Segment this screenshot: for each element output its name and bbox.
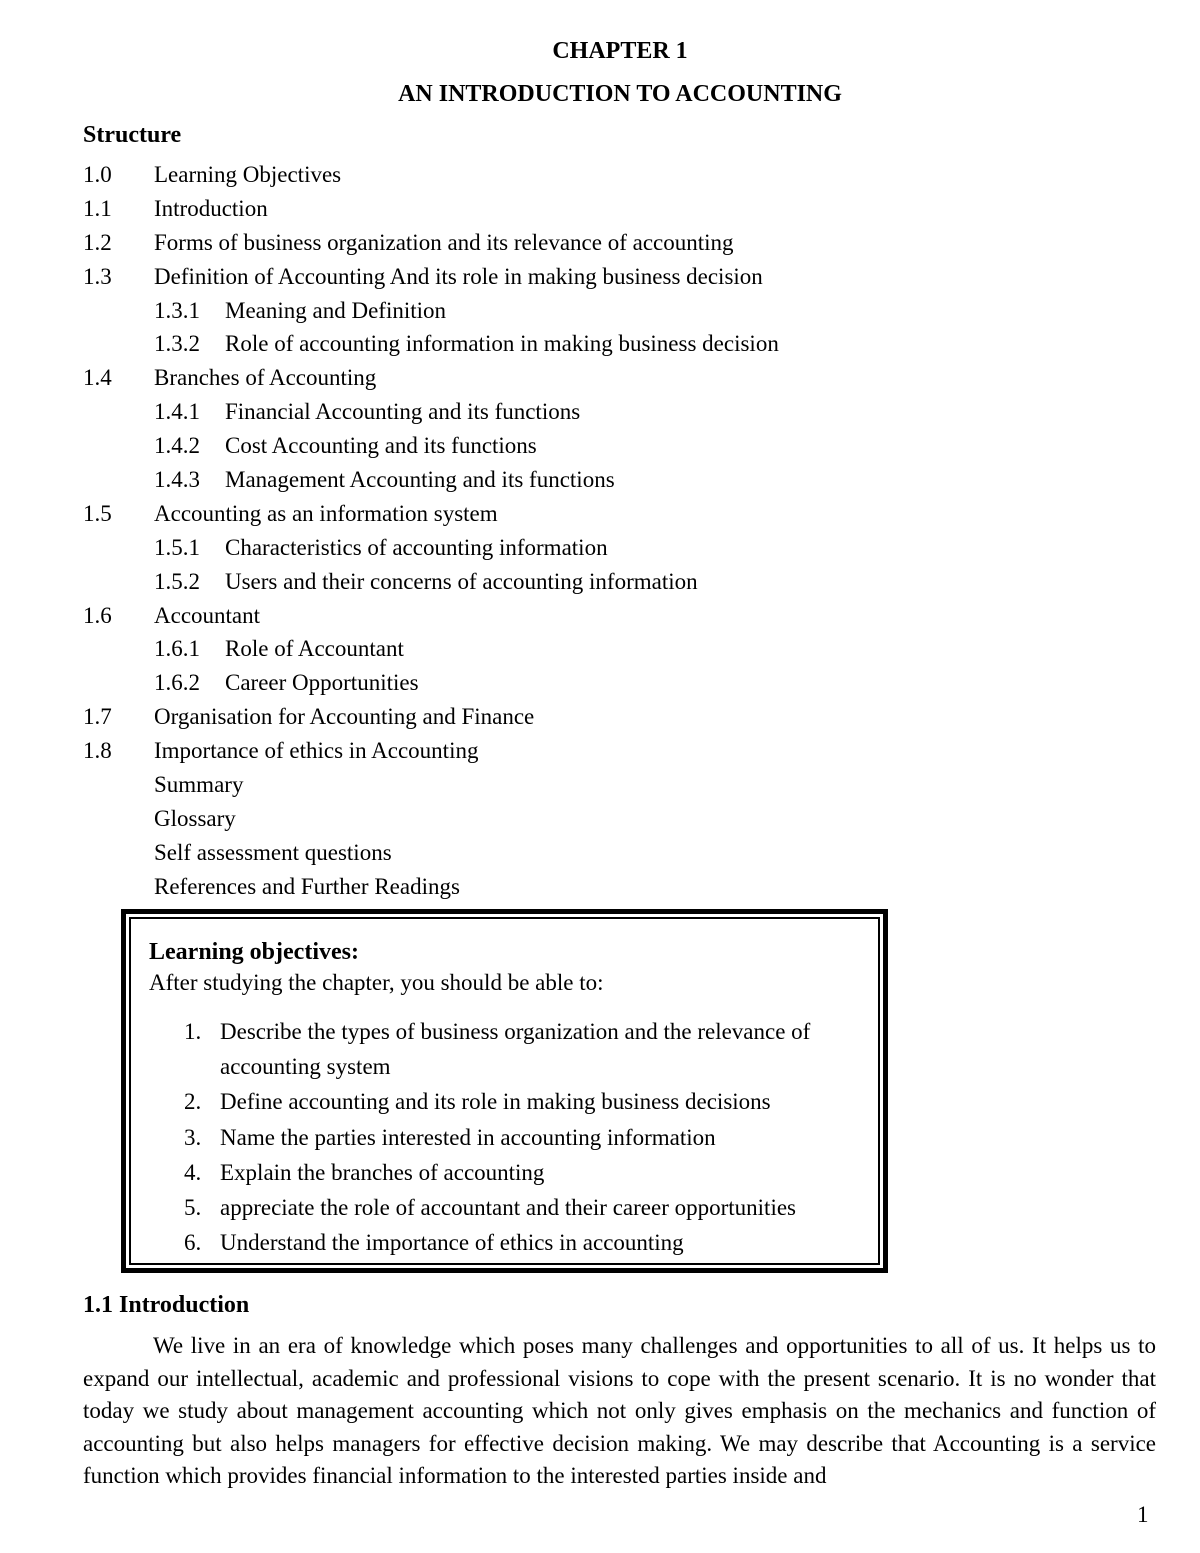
learning-objective-text: appreciate the role of accountant and their career opportunities [220, 1195, 796, 1221]
toc-item-title: Users and their concerns of accounting information [225, 568, 698, 594]
toc-item-title: Role of accounting information in making business decision [225, 331, 779, 357]
learning-objective-text: Describe the types of business organization and the relevance of accounting system [220, 1019, 811, 1080]
toc-item-title: Management Accounting and its functions [225, 467, 615, 493]
toc-item-number: 1.6.2 [154, 670, 200, 696]
toc-item [0, 734, 1200, 768]
toc-item-number: 1.3 [83, 263, 112, 289]
toc-item [0, 497, 1200, 531]
page-number: 1 [1137, 1502, 1149, 1527]
table-of-contents [0, 158, 1200, 904]
toc-item-title: Introduction [154, 195, 268, 221]
learning-objective-item [131, 1014, 891, 1084]
toc-item-number: 1.4.3 [154, 467, 200, 493]
structure-heading: Structure [83, 122, 182, 148]
chapter-subtitle: AN INTRODUCTION TO ACCOUNTING [398, 81, 842, 107]
learning-objective-item [131, 1190, 891, 1225]
toc-item [0, 768, 1200, 802]
toc-item-title: Definition of Accounting And its role in making business decision [154, 263, 763, 289]
toc-item [0, 802, 1200, 836]
toc-item-title: Organisation for Accounting and Finance [154, 704, 535, 730]
toc-item [0, 599, 1200, 633]
toc-item-number: 1.3.1 [154, 297, 200, 323]
learning-objective-number: 5. [184, 1195, 202, 1221]
learning-objectives-heading: Learning objectives: [149, 939, 359, 965]
learning-objective-number: 6. [184, 1230, 202, 1256]
learning-objective-text: Understand the importance of ethics in accounting [220, 1230, 684, 1256]
learning-objective-number: 1. [184, 1019, 202, 1044]
toc-item [0, 158, 1200, 192]
toc-item-title: Importance of ethics in Accounting [154, 738, 479, 764]
toc-item-title: Self assessment questions [154, 839, 392, 865]
learning-objective-text: Define accounting and its role in making business decisions [220, 1089, 771, 1115]
learning-objectives-inner-border [129, 917, 880, 1265]
learning-objective-number: 4. [184, 1159, 202, 1185]
learning-objective-number: 2. [184, 1089, 202, 1115]
toc-item [0, 260, 1200, 294]
toc-item-number: 1.4.2 [154, 433, 200, 459]
toc-item-number: 1.5.2 [154, 568, 200, 594]
toc-item [0, 632, 1200, 666]
toc-item-number: 1.6 [83, 602, 112, 628]
toc-item [0, 531, 1200, 565]
learning-objectives-list [131, 1014, 891, 1260]
toc-item-number: 1.4 [83, 365, 112, 391]
toc-item [0, 226, 1200, 260]
toc-item [0, 565, 1200, 599]
toc-item-number: 1.6.1 [154, 636, 200, 662]
section-heading-introduction: 1.1 Introduction [83, 1292, 250, 1318]
learning-objective-text: Name the parties interested in accounting information [220, 1124, 716, 1150]
toc-item-title: Cost Accounting and its functions [225, 433, 537, 459]
toc-item-title: Accountant [154, 602, 261, 628]
toc-item [0, 429, 1200, 463]
toc-item-number: 1.1 [83, 195, 112, 221]
toc-item-title: Career Opportunities [225, 670, 419, 696]
toc-item-title: Summary [154, 772, 244, 798]
toc-item-number: 1.3.2 [154, 331, 200, 357]
toc-item-title: Branches of Accounting [154, 365, 377, 391]
toc-item-title: Financial Accounting and its functions [225, 399, 581, 425]
learning-objective-item [131, 1084, 891, 1119]
toc-item-number: 1.8 [83, 738, 112, 764]
toc-item-number: 1.4.1 [154, 399, 200, 425]
introduction-paragraph: We live in an era of knowledge which poses many challenges and opportunities to all of us. It helps us to expand our intellectual, academic and professional visions to cope with the present scenario. It is no wonder that today we study about management accounting which not only gives emphasis on the mechanics and function of accounting but also helps managers for effective decision making. We may describe that Accounting is a service function which provides financial information to the interested parties inside and [83, 1333, 1156, 1489]
learning-objective-number: 3. [184, 1124, 202, 1150]
toc-item-title: Role of Accountant [225, 636, 404, 662]
toc-item-number: 1.7 [83, 704, 112, 730]
learning-objective-text: Explain the branches of accounting [220, 1159, 545, 1185]
toc-item [0, 836, 1200, 870]
toc-item-title: Meaning and Definition [225, 297, 447, 323]
toc-item-title: Glossary [154, 805, 236, 831]
toc-item [0, 870, 1200, 904]
toc-item-number: 1.5.1 [154, 534, 200, 560]
toc-item-title: Accounting as an information system [154, 500, 498, 526]
toc-item [0, 192, 1200, 226]
learning-objectives-intro: After studying the chapter, you should be able to: [149, 970, 604, 995]
toc-item-number: 1.5 [83, 500, 112, 526]
toc-item [0, 294, 1200, 328]
toc-item-title: Learning Objectives [154, 162, 342, 187]
toc-item [0, 700, 1200, 734]
toc-item-number: 1.2 [83, 229, 112, 255]
toc-item [0, 395, 1200, 429]
learning-objective-item [131, 1120, 891, 1155]
toc-item [0, 666, 1200, 700]
toc-item-title: References and Further Readings [154, 873, 460, 899]
toc-item [0, 361, 1200, 395]
toc-item-title: Characteristics of accounting information [225, 534, 608, 560]
learning-objective-item [131, 1225, 891, 1260]
learning-objectives-box [121, 909, 888, 1273]
learning-objective-item [131, 1155, 891, 1190]
toc-item-title: Forms of business organization and its relevance of accounting [154, 229, 734, 255]
chapter-title: CHAPTER 1 [552, 38, 688, 64]
toc-item-number: 1.0 [83, 162, 112, 187]
toc-item [0, 327, 1200, 361]
toc-item [0, 463, 1200, 497]
